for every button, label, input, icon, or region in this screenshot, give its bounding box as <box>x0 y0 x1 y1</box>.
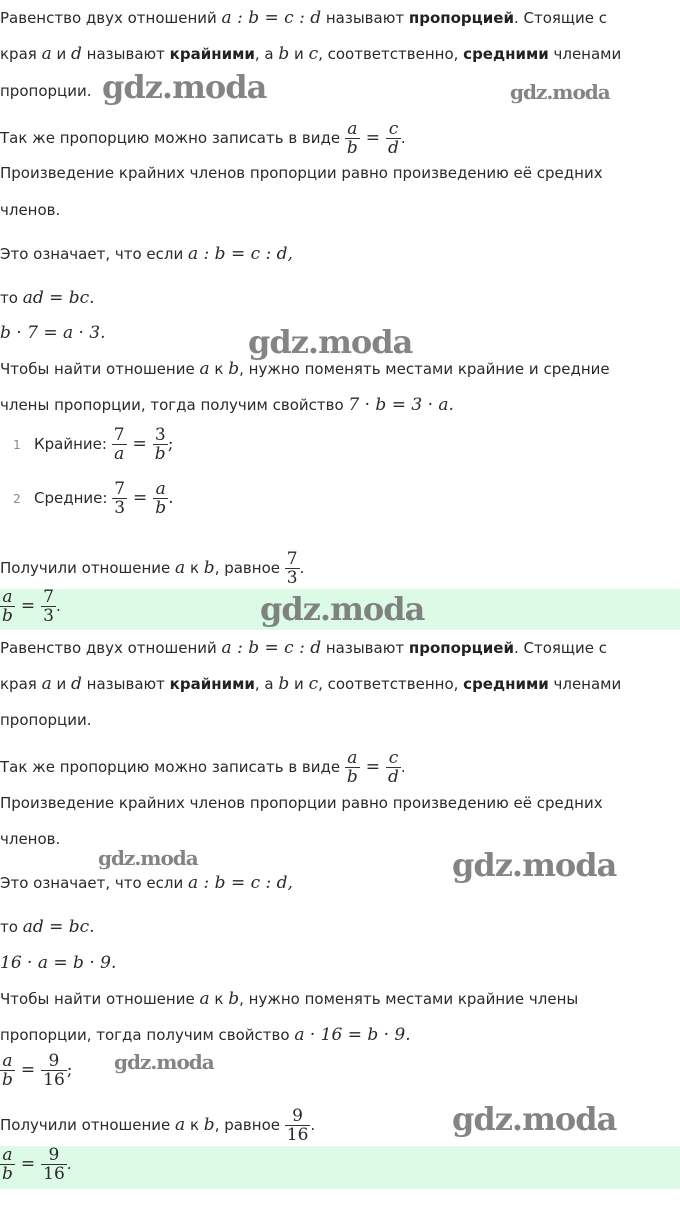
paragraph-means <box>0 873 293 893</box>
paragraph-definition-line3: пропорции. <box>0 82 92 100</box>
paragraph-definition-line2 <box>0 674 621 694</box>
denominator: 3 <box>43 606 54 626</box>
text: к <box>209 360 229 378</box>
text: Равенство двух отношений <box>0 639 222 657</box>
denominator: b <box>154 444 166 464</box>
text: края <box>0 675 42 693</box>
text: ; <box>167 434 174 454</box>
denominator: 16 <box>43 1164 65 1184</box>
var-b: b <box>203 558 215 578</box>
text: , нужно поменять местами крайние и средние <box>239 360 610 378</box>
text: . <box>299 559 305 577</box>
text: , соответственно, <box>318 675 464 693</box>
paragraph-then <box>0 288 95 308</box>
term-middles: средними <box>463 675 549 693</box>
numerator: 7 <box>114 479 126 499</box>
var-a: a <box>175 558 186 578</box>
math-product: ad = bc. <box>22 917 95 937</box>
denominator: b <box>346 138 358 158</box>
paragraph-means <box>0 244 293 264</box>
paragraph-find-line1 <box>0 359 610 379</box>
text: . Стоящие с <box>513 639 608 657</box>
paragraph-definition-line2 <box>0 44 621 64</box>
text: Получили отношение <box>0 1116 176 1134</box>
math-equation: 16 · a = b · 9. <box>0 953 117 973</box>
fraction <box>0 1052 15 1089</box>
paragraph-definition-line1 <box>0 638 607 658</box>
math-equation: b · 7 = a · 3. <box>0 323 106 343</box>
var-c: c <box>308 674 319 694</box>
equals-sign: = <box>365 757 381 777</box>
denominator: b <box>346 767 358 787</box>
text: . <box>400 758 406 776</box>
numerator: c <box>388 748 399 768</box>
denominator: 16 <box>43 1070 65 1090</box>
text: Это означает, что если <box>0 245 188 263</box>
paragraph-definition-line3: пропорции. <box>0 711 92 729</box>
var-a: a <box>199 359 210 379</box>
numerator: 7 <box>43 589 54 607</box>
text: , равное <box>214 1116 285 1134</box>
paragraph-property-line2: членов. <box>0 830 61 848</box>
paragraph-then <box>0 917 95 937</box>
paragraph-find-line1 <box>0 989 578 1009</box>
denominator: d <box>388 138 399 158</box>
equation-line <box>0 323 106 343</box>
text: к <box>185 1116 204 1134</box>
fraction <box>285 1107 311 1144</box>
answer-formula <box>0 1146 72 1183</box>
denominator: b <box>2 1164 13 1184</box>
text: Получили отношение <box>0 559 176 577</box>
denominator: b <box>2 1070 13 1090</box>
fraction-c-d <box>386 749 401 786</box>
var-c: c <box>308 44 319 64</box>
watermark-logo: gdz.moda <box>102 68 267 106</box>
text: и <box>51 45 72 63</box>
math-product: ad = bc. <box>22 288 95 308</box>
text: члены пропорции, тогда получим свойство <box>0 396 349 414</box>
numerator: a <box>155 479 166 499</box>
watermark-logo: gdz.moda <box>114 1050 214 1074</box>
watermark-logo: gdz.moda <box>248 323 413 361</box>
numerator: a <box>347 748 358 768</box>
text: членами <box>548 45 622 63</box>
math-ratio: a : b = c : d, <box>188 244 293 264</box>
paragraph-result <box>0 1102 315 1146</box>
list-label: Крайние: <box>34 435 112 453</box>
term-extremes: крайними <box>169 45 255 63</box>
watermark-logo: gdz.moda <box>452 1100 617 1138</box>
text: то <box>0 918 23 936</box>
var-b: b <box>278 44 290 64</box>
math-ratio: a : b = c : d, <box>188 873 293 893</box>
text: называют <box>81 45 170 63</box>
fraction <box>0 589 15 625</box>
text: Это означает, что если <box>0 874 188 892</box>
fraction-c-d <box>386 120 401 157</box>
list-item <box>0 472 174 525</box>
var-a: a <box>41 44 52 64</box>
paragraph-fraction-form <box>0 118 406 158</box>
text: и <box>289 45 309 63</box>
text: к <box>185 559 204 577</box>
text: , равное <box>214 559 285 577</box>
list-label: Средние: <box>34 489 113 507</box>
text: Чтобы найти отношение <box>0 990 200 1008</box>
numerator: 9 <box>292 1106 303 1126</box>
var-d: d <box>71 44 82 64</box>
watermark-logo: gdz.moda <box>98 846 198 870</box>
numerator: 7 <box>113 425 125 445</box>
text: , соответственно, <box>318 45 464 63</box>
watermark-logo: gdz.moda <box>510 80 610 104</box>
math-equation: a · 16 = b · 9. <box>294 1025 411 1045</box>
denominator: b <box>155 498 167 518</box>
fraction <box>0 1146 15 1183</box>
text: пропорции, тогда получим свойство <box>0 1026 295 1044</box>
numerator: a <box>347 119 358 139</box>
text: края <box>0 45 42 63</box>
math-ratio: a : b = c : d <box>221 8 322 28</box>
equals-sign: = <box>20 1060 36 1080</box>
text: Чтобы найти отношение <box>0 360 200 378</box>
equals-sign: = <box>132 434 147 454</box>
numerator: c <box>388 119 399 139</box>
numerator: 7 <box>286 549 298 569</box>
paragraph-fraction-form <box>0 747 406 787</box>
numerator: 9 <box>48 1051 60 1071</box>
term-middles: средними <box>463 45 549 63</box>
paragraph-find-line2 <box>0 1025 411 1045</box>
term-extremes: крайними <box>169 675 255 693</box>
var-d: d <box>71 674 82 694</box>
math-equation: 7 · b = 3 · a. <box>348 395 454 415</box>
paragraph-property-line1: Произведение крайних членов пропорции равно произведению её средних <box>0 164 603 182</box>
text: и <box>289 675 309 693</box>
numerator: a <box>2 1051 13 1071</box>
var-a: a <box>41 674 52 694</box>
list-number: 2 <box>13 491 21 506</box>
denominator: a <box>112 444 127 463</box>
text: . <box>310 1116 316 1134</box>
text: к <box>209 990 229 1008</box>
fraction-a-b <box>345 120 360 157</box>
text: . Стоящие с <box>513 9 608 27</box>
watermark-logo: gdz.moda <box>260 590 425 628</box>
answer-highlight <box>0 1146 680 1189</box>
math-ratio: a : b = c : d <box>221 638 322 658</box>
numerator: 9 <box>48 1146 60 1165</box>
text: членами <box>548 675 622 693</box>
text: то <box>0 289 23 307</box>
text: . <box>168 488 174 508</box>
watermark-logo: gdz.moda <box>452 846 617 884</box>
numerator: a <box>2 589 13 607</box>
list-item <box>0 418 173 471</box>
fraction <box>41 1146 67 1183</box>
list-number: 1 <box>13 437 21 452</box>
equals-sign: = <box>20 1154 36 1174</box>
text: ; <box>66 1060 73 1080</box>
text: , нужно поменять местами крайние члены <box>239 990 579 1008</box>
paragraph-result <box>0 545 304 589</box>
fraction <box>112 480 127 517</box>
paragraph-property-line1: Произведение крайних членов пропорции равно произведению её средних <box>0 794 603 812</box>
text: называют <box>321 639 409 657</box>
var-a: a <box>199 989 210 1009</box>
var-b: b <box>228 989 240 1009</box>
fraction <box>285 550 300 587</box>
term-proportion: пропорцией <box>408 639 514 657</box>
text: называют <box>81 675 170 693</box>
denominator: 16 <box>286 1125 309 1145</box>
text: . <box>400 129 406 147</box>
equals-sign: = <box>133 488 148 508</box>
text: Так же пропорцию можно записать в виде <box>0 758 345 776</box>
equals-sign: = <box>20 596 36 616</box>
text: Равенство двух отношений <box>0 9 222 27</box>
term-proportion: пропорцией <box>408 9 514 27</box>
paragraph-definition-line1 <box>0 8 607 28</box>
fraction-a-b <box>345 749 360 786</box>
equation-line <box>0 953 116 973</box>
var-b: b <box>228 359 240 379</box>
text: Так же пропорцию можно записать в виде <box>0 129 345 147</box>
text: , а <box>254 675 279 693</box>
text: называют <box>321 9 409 27</box>
denominator: 3 <box>114 498 126 518</box>
text: , а <box>254 45 279 63</box>
fraction <box>41 1052 67 1089</box>
fraction <box>41 589 56 625</box>
text: . <box>66 1155 72 1173</box>
denominator: d <box>388 767 399 787</box>
paragraph-find-line2 <box>0 395 454 415</box>
fraction <box>153 480 168 517</box>
var-b: b <box>278 674 290 694</box>
var-b: b <box>203 1115 215 1135</box>
text: . <box>55 597 61 615</box>
var-a: a <box>175 1115 186 1135</box>
denominator: 3 <box>286 568 298 588</box>
fraction <box>153 426 168 463</box>
text: и <box>51 675 72 693</box>
numerator: 3 <box>154 425 166 445</box>
fraction <box>112 426 127 463</box>
denominator: b <box>2 606 13 626</box>
paragraph-property-line2: членов. <box>0 201 61 219</box>
fraction-line <box>0 1044 73 1096</box>
answer-formula <box>0 589 61 625</box>
numerator: a <box>2 1146 13 1165</box>
equals-sign: = <box>365 128 381 148</box>
